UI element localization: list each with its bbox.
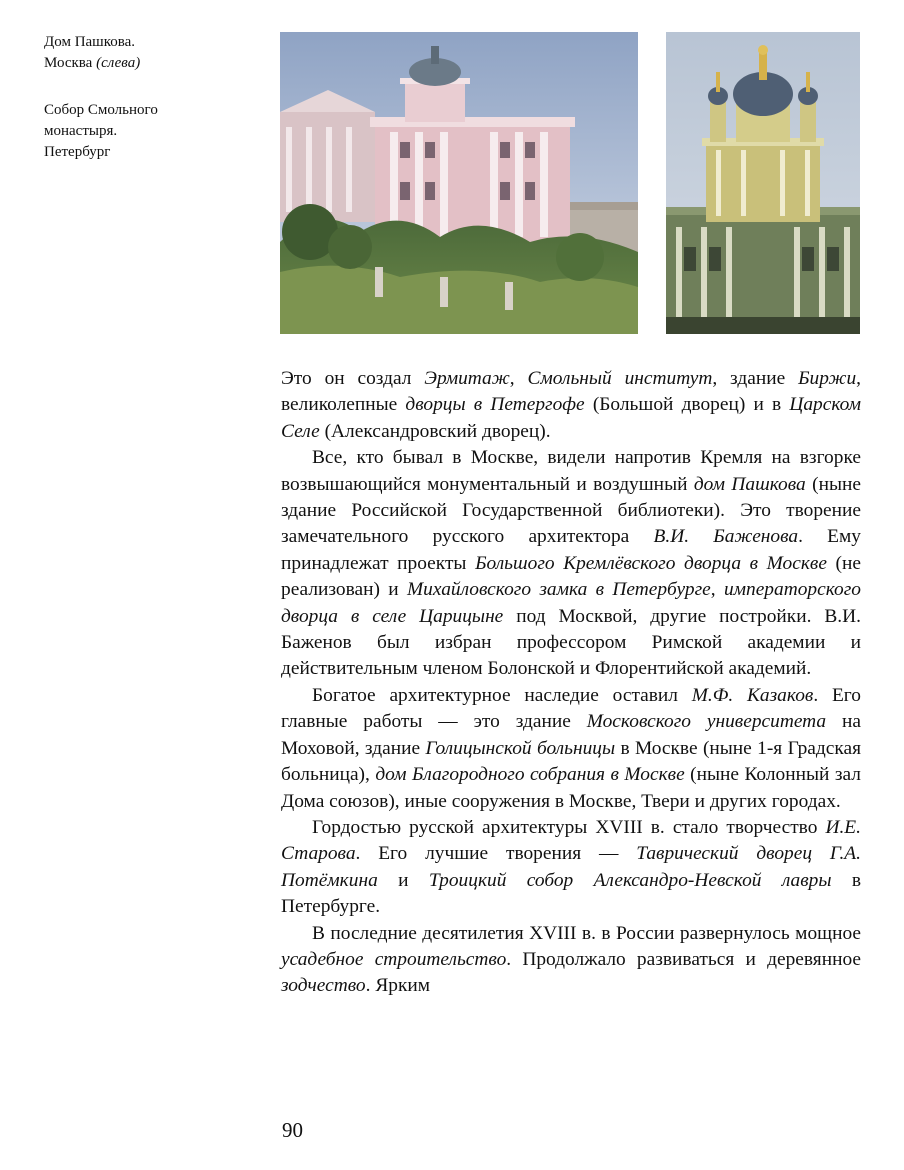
text-run: на Моховой, здание [281, 711, 861, 759]
pashkov-house-illustration [280, 32, 638, 334]
text-run-italic: Биржи [798, 368, 857, 389]
text-run: под Москвой, другие постройки. В.И. Баженов был избран профессором Римской академии и действительным членом Болонской и Флорентийской академий. [281, 605, 861, 680]
text-run: Это он создал [281, 368, 425, 389]
main-text [281, 366, 861, 1000]
text-run-italic: усадебное строительство [281, 948, 507, 970]
caption-pashkov-line2 [44, 53, 244, 74]
paragraph-starov [281, 815, 861, 921]
text-run: Богатое архитектурное наследие оставил [312, 684, 692, 706]
text-run-italic: Таврический дворец Г.А. Потёмкина [281, 843, 861, 891]
text-run-italic: В.И. Баженова [653, 526, 799, 548]
caption-pashkov-position: (слева) [96, 55, 141, 71]
text-run-italic: Царском Селе [281, 394, 862, 442]
text-run-italic: Голицынской больницы [425, 737, 616, 759]
text-run: (Большой дворец) и в [584, 394, 790, 416]
text-run: В последние десятилетия XVIII в. в России развернулось мощное [312, 922, 861, 944]
caption-smolny-line2: монастыря. [44, 123, 118, 139]
text-run: Все, кто бывал в Москве, видели напротив Кремля на взгорке возвышающийся монументальный и воздушный [281, 447, 861, 495]
text-run: в Москве (ныне 1-я Градская больница), [281, 737, 861, 786]
text-run-italic: М.Ф. Казаков [691, 684, 814, 706]
text-run-italic: И.Е. Старова [281, 816, 861, 865]
smolny-cathedral-illustration [666, 32, 860, 334]
text-run: . Его главные работы — это здание [281, 684, 861, 733]
paragraph-kazakov [281, 683, 861, 815]
text-run-italic: Московского университета [586, 711, 827, 733]
text-run: . Ему принадлежат проекты [281, 526, 861, 574]
page-number: 90 [282, 1118, 303, 1142]
text-run: (ныне здание Российской Государственной библиотеки). Это творение замечательного русского архитектора [281, 473, 861, 548]
caption-pashkov [44, 32, 244, 74]
caption-column [44, 32, 244, 189]
text-run-italic: Михайловского замка в Петербурге [407, 579, 711, 601]
paragraph-rastrelli [281, 366, 861, 445]
text-run: , [509, 368, 528, 389]
text-run-italic: Эрмитаж [424, 368, 510, 389]
text-run-italic: дом Благородного собрания в Москве [375, 764, 685, 786]
text-run: Гордостью русской архитектуры XVIII в. стало творчество [312, 816, 826, 838]
text-run: . Ярким [365, 975, 431, 997]
text-run-italic: Смольный институт [527, 368, 713, 389]
text-run-italic: дворцы в Петергофе [405, 394, 585, 416]
caption-pashkov-city: Москва [44, 55, 97, 71]
text-run: , [710, 579, 724, 601]
text-run-italic: дом Пашкова [693, 473, 806, 495]
smolny-cathedral-photo [666, 32, 860, 334]
text-run: . Его лучшие творения — [355, 843, 637, 865]
text-run: (ныне Колонный зал Дома союзов), иные сооружения в Москве, Твери и других городах. [281, 764, 861, 812]
text-run: . Продолжало развиваться и деревянное [506, 948, 861, 970]
text-run: в Петербурге. [281, 869, 861, 918]
text-run: , великолепные [281, 368, 861, 416]
text-run-italic: Большого Кремлёвского дворца в Москве [475, 552, 827, 574]
text-run-italic: императорского дворца в селе Царицыне [281, 579, 861, 627]
caption-smolny-line3: Петербург [44, 144, 111, 160]
paragraph-bazhenov [281, 445, 861, 683]
text-run: , здание [712, 368, 799, 389]
text-run: (Александровский дворец). [319, 420, 551, 442]
caption-smolny-line1: Собор Смольного [44, 102, 158, 118]
text-run-italic: Троицкий собор Александро-Невской лавры [428, 869, 832, 891]
paragraph-estates [281, 921, 861, 1000]
text-run: и [377, 869, 429, 891]
pashkov-house-photo [280, 32, 638, 334]
caption-pashkov-line1: Дом Пашкова. [44, 34, 136, 50]
text-run-italic: зодчество [281, 975, 366, 997]
caption-smolny [44, 100, 244, 163]
text-run: (не реализован) и [281, 552, 861, 601]
